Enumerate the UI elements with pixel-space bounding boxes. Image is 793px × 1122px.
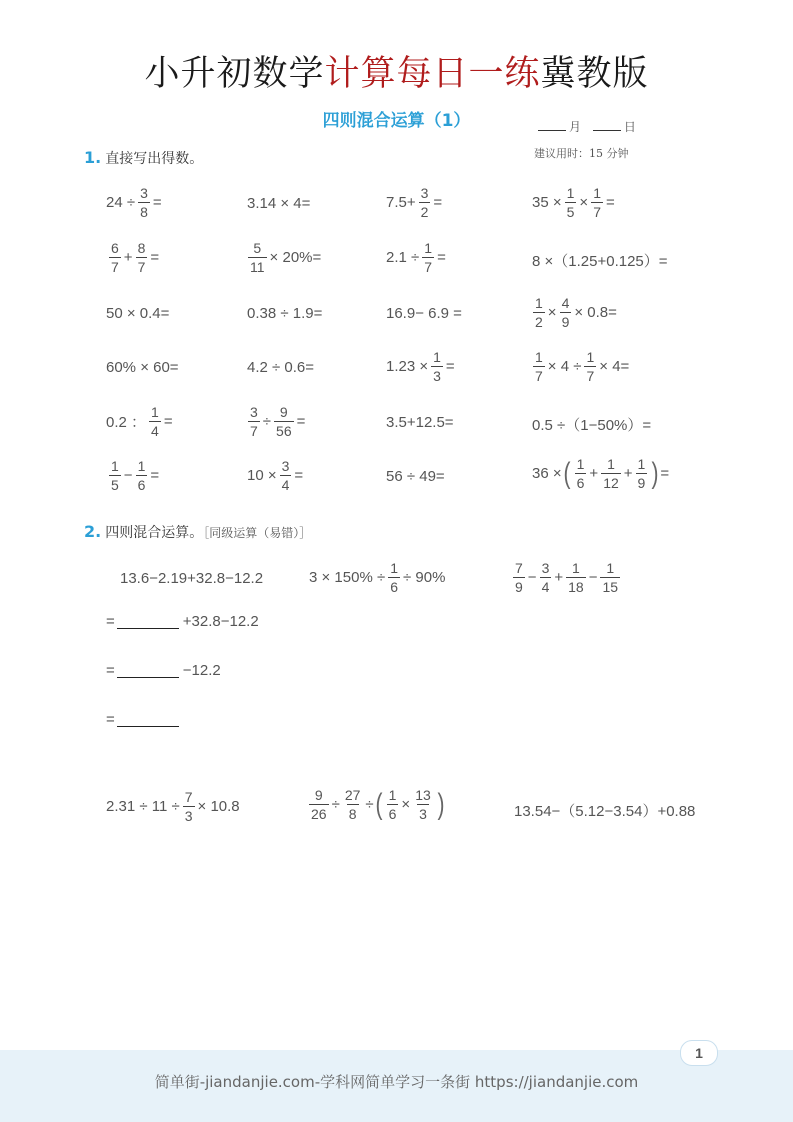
problem: $\frac{3}{7}$ ÷ $\frac{9}{56}$ = bbox=[250, 404, 306, 439]
problem: $\frac{1}{7}$ × 4 ÷ $\frac{1}{7}$ × 4= bbox=[535, 349, 630, 384]
section-2-number: 2. bbox=[84, 522, 102, 541]
problem: 35 × $\frac{1}{5}$ × $\frac{1}{7}$ = bbox=[532, 185, 615, 220]
problem: 13.6−2.19+32.8−12.2 bbox=[120, 570, 264, 587]
problem: 36 × ( $\frac{1}{6}$ + $\frac{1}{12}$ + $\frac{1}{9}$ ) = bbox=[532, 456, 670, 491]
month-blank[interactable] bbox=[538, 120, 566, 131]
section-2-heading bbox=[84, 522, 311, 542]
problem: 1.23 × $\frac{1}{3}$ = bbox=[386, 349, 455, 384]
problem: 3 × 150% ÷ $\frac{1}{6}$ ÷ 90% bbox=[309, 560, 446, 595]
problem: 2.31 ÷ 11 ÷ $\frac{7}{3}$ × 10.8 bbox=[106, 789, 240, 824]
problem: 56 ÷ 49= bbox=[386, 468, 445, 485]
section-1-number: 1. bbox=[84, 148, 102, 167]
footer-text: 简单街-jiandanjie.com-学科网简单学习一条街 https://jiandanjie.com bbox=[154, 1073, 639, 1091]
problem: 50 × 0.4= bbox=[106, 305, 170, 322]
problem: 2.1 ÷ $\frac{1}{7}$ = bbox=[386, 240, 446, 275]
title-part-3: 冀教版 bbox=[540, 54, 649, 94]
problem: $\frac{6}{7}$ + $\frac{8}{7}$ = bbox=[111, 240, 160, 275]
title-part-1: 小升初数学 bbox=[144, 54, 325, 94]
answer-blank-2[interactable] bbox=[117, 663, 179, 678]
problem: $\frac{7}{9}$ − $\frac{3}{4}$ + $\frac{1}{18}$ − $\frac{1}{15}$ bbox=[515, 560, 619, 595]
equals-sign: = bbox=[106, 662, 115, 679]
page-subtitle: 四则混合运算（1） bbox=[322, 111, 471, 131]
problem: 10 × $\frac{3}{4}$ = bbox=[247, 458, 304, 493]
problem: $\frac{9}{26}$ ÷ $\frac{27}{8}$ ÷ ( $\frac{1}{6}$ × $\frac{13}{3}$ ) bbox=[311, 787, 445, 822]
problem: 24 ÷ $\frac{3}{8}$ = bbox=[106, 185, 162, 220]
work-step-2 bbox=[106, 662, 221, 679]
problem: 7.5+ $\frac{3}{2}$ = bbox=[386, 185, 443, 220]
section-1-heading bbox=[84, 148, 203, 168]
step-2-text: −12.2 bbox=[182, 662, 221, 679]
problem: 16.9− 6.9 = bbox=[386, 305, 462, 322]
problem: 0.5 ÷（1−50%）= bbox=[532, 417, 652, 434]
problem: 0.2 ： $\frac{1}{4}$ = bbox=[106, 404, 173, 439]
problem: $\frac{1}{5}$ − $\frac{1}{6}$ = bbox=[111, 458, 160, 493]
problem: 60% × 60= bbox=[106, 359, 179, 376]
page-number: 1 bbox=[680, 1040, 718, 1066]
date-field bbox=[535, 118, 636, 135]
problem: 0.38 ÷ 1.9= bbox=[247, 305, 323, 322]
equals-sign: = bbox=[106, 613, 115, 630]
day-blank[interactable] bbox=[593, 120, 621, 131]
month-label: 月 bbox=[569, 120, 582, 134]
problem: 3.5+12.5= bbox=[386, 414, 454, 431]
problem: $\frac{5}{11}$ × 20%= bbox=[250, 240, 322, 275]
section-2-title: 四则混合运算。 bbox=[105, 525, 204, 541]
problem: 8 ×（1.25+0.125）= bbox=[532, 253, 668, 270]
day-label: 日 bbox=[623, 120, 636, 134]
step-1-text: +32.8−12.2 bbox=[182, 613, 259, 630]
page-title bbox=[0, 46, 793, 96]
problem: 3.14 × 4= bbox=[247, 195, 311, 212]
section-2-hint: ［同级运算（易错）］ bbox=[203, 526, 312, 540]
problem: $\frac{1}{2}$ × $\frac{4}{9}$ × 0.8= bbox=[535, 295, 617, 330]
work-step-3 bbox=[106, 711, 183, 728]
work-step-1 bbox=[106, 613, 259, 630]
answer-blank-3[interactable] bbox=[117, 712, 179, 727]
equals-sign: = bbox=[106, 711, 115, 728]
section-1-title: 直接写出得数。 bbox=[105, 151, 204, 167]
suggested-time: 建议用时：15 分钟 bbox=[534, 147, 629, 160]
answer-blank-1[interactable] bbox=[117, 614, 179, 629]
problem: 13.54−（5.12−3.54）+0.88 bbox=[514, 803, 696, 820]
title-part-2: 计算每日一练 bbox=[324, 54, 541, 94]
problem: 4.2 ÷ 0.6= bbox=[247, 359, 315, 376]
